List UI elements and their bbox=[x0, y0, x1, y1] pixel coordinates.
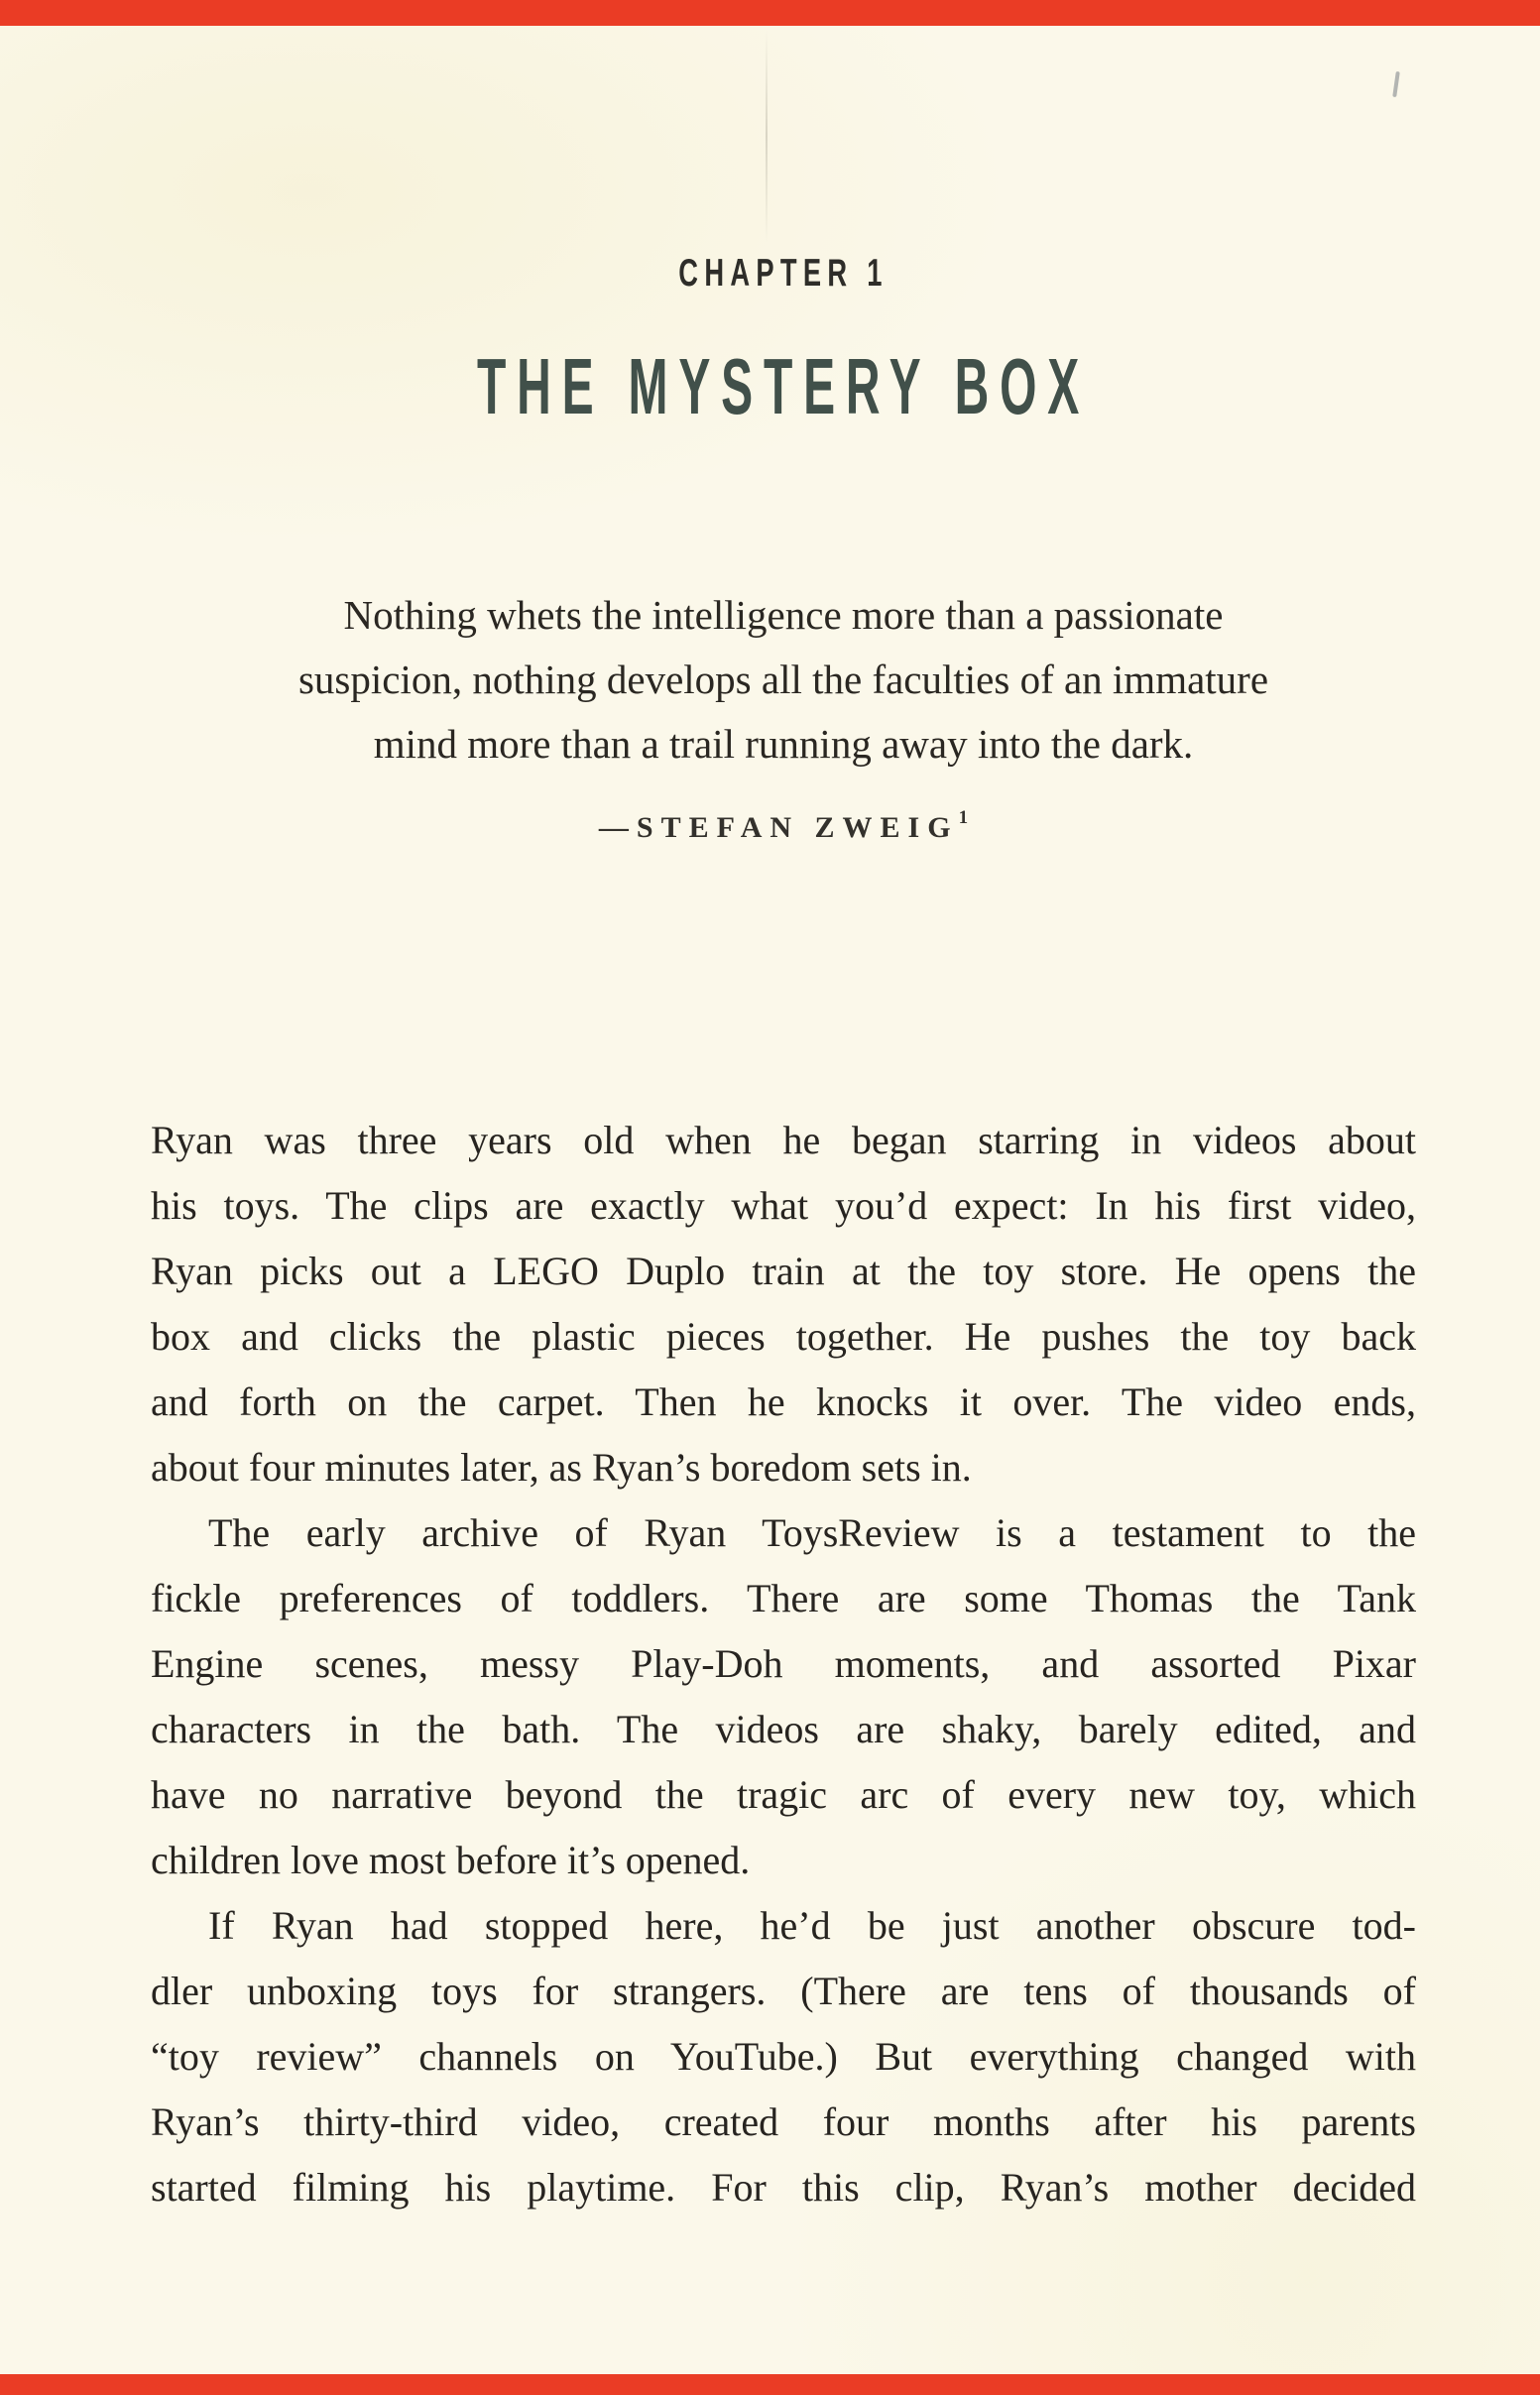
body-line: “toy review” channels on YouTube.) But everything changed with bbox=[151, 2034, 1416, 2079]
body-line: his toys. The clips are exactly what you’d expect: In his first video, bbox=[151, 1183, 1416, 1228]
epigraph-attribution bbox=[151, 807, 1416, 845]
body-line: Ryan’s thirty-third video, created four months after his parents bbox=[151, 2099, 1416, 2144]
body-line: box and clicks the plastic pieces together. He pushes the toy back bbox=[151, 1314, 1416, 1359]
paragraph bbox=[151, 1893, 1416, 2220]
body-line: Engine scenes, messy Play-Doh moments, and assorted Pixar bbox=[151, 1641, 1416, 1686]
body-line: If Ryan had stopped here, he’d be just another obscure tod- bbox=[208, 1903, 1416, 1948]
body-line: fickle preferences of toddlers. There are some Thomas the Tank bbox=[151, 1576, 1416, 1620]
epigraph-line: mind more than a trail running away into the dark. bbox=[373, 721, 1194, 767]
body-line: The early archive of Ryan ToysReview is a testament to the bbox=[208, 1510, 1416, 1555]
body-text bbox=[151, 1108, 1416, 2220]
body-line: started filming his playtime. For this clip, Ryan’s mother decided bbox=[151, 2165, 1416, 2210]
chapter-number-text: CHAPTER 1 bbox=[678, 252, 888, 295]
body-line: and forth on the carpet. Then he knocks it over. The video ends, bbox=[151, 1379, 1416, 1424]
scan-crease-artifact bbox=[766, 30, 768, 243]
scan-speck-artifact bbox=[1392, 71, 1400, 97]
body-line: dler unboxing toys for strangers. (There are tens of thousands of bbox=[151, 1969, 1416, 2013]
chapter-title-text: THE MYSTERY BOX bbox=[476, 342, 1091, 430]
body-line: characters in the bath. The videos are shaky, barely edited, and bbox=[151, 1707, 1416, 1751]
epigraph-line: Nothing whets the intelligence more than a passionate bbox=[343, 592, 1224, 638]
top-trim-bar bbox=[0, 0, 1540, 26]
paragraph bbox=[151, 1500, 1416, 1893]
epigraph bbox=[151, 583, 1416, 777]
epigraph-line: suspicion, nothing develops all the faculties of an immature bbox=[297, 657, 1269, 702]
chapter-title bbox=[151, 342, 1416, 430]
footnote-marker: 1 bbox=[958, 807, 969, 828]
paragraph bbox=[151, 1108, 1416, 1500]
body-line: children love most before it’s opened. bbox=[151, 1838, 751, 1882]
body-line: about four minutes later, as Ryan’s boredom sets in. bbox=[151, 1445, 972, 1490]
body-line: have no narrative beyond the tragic arc of every new toy, which bbox=[151, 1772, 1416, 1817]
chapter-number-label bbox=[151, 254, 1416, 293]
body-line: Ryan was three years old when he began starring in videos about bbox=[151, 1118, 1416, 1162]
bottom-trim-bar bbox=[0, 2374, 1540, 2395]
epigraph-attribution-text: —STEFAN ZWEIG bbox=[598, 811, 959, 844]
body-line: Ryan picks out a LEGO Duplo train at the toy store. He opens the bbox=[151, 1249, 1416, 1293]
